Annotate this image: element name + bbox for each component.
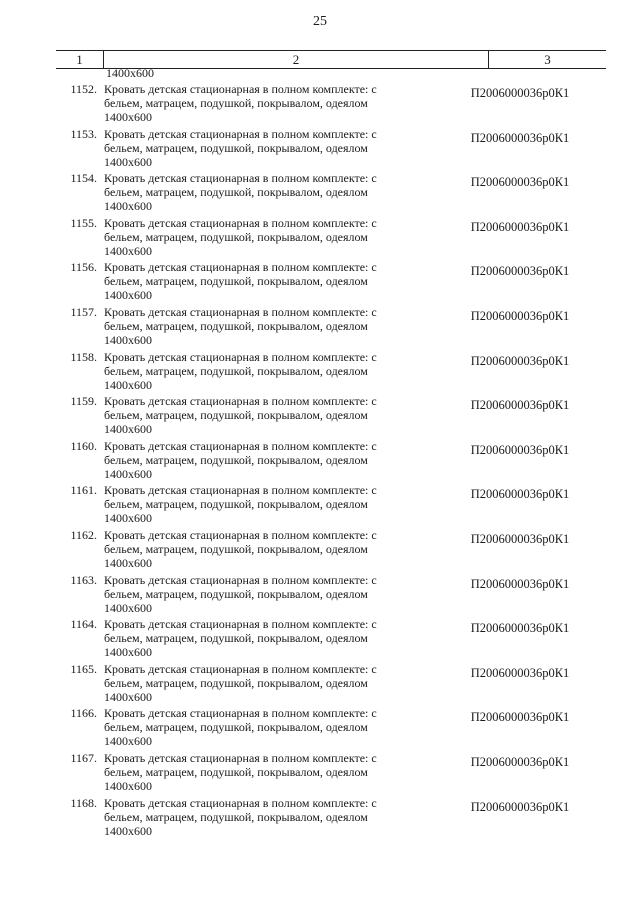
- description-line: Кровать детская стационарная в полном комплекте: с: [104, 750, 377, 765]
- row-number: 1157.: [70, 304, 97, 319]
- table-row: [0, 82, 640, 127]
- description-line: Кровать детская стационарная в полном комплекте: с: [104, 126, 377, 141]
- row-number: 1159.: [70, 394, 97, 409]
- description-line: Кровать детская стационарная в полном комплекте: с: [104, 171, 377, 186]
- row-description: [104, 216, 424, 258]
- description-line: Кровать детская стационарная в полном комплекте: с: [104, 82, 377, 96]
- row-number: 1164.: [70, 617, 97, 632]
- row-description: [104, 394, 424, 436]
- table-row: [0, 350, 640, 395]
- description-line: 1400х600: [104, 778, 152, 793]
- row-code: П2006000036р0К1: [470, 175, 570, 190]
- row-number: 1156.: [70, 260, 97, 275]
- row-description: [104, 706, 424, 748]
- description-line: бельем, матрацем, подушкой, покрывалом, одеялом: [104, 809, 368, 824]
- description-line: 1400х600: [104, 823, 152, 838]
- table-row: [0, 439, 640, 484]
- row-description: [104, 171, 424, 213]
- continued-row-size: 1400х600: [106, 66, 154, 80]
- row-description: [104, 439, 424, 481]
- description-line: 1400х600: [104, 377, 152, 392]
- description-line: 1400х600: [104, 154, 152, 169]
- row-code: П2006000036р0К1: [470, 754, 570, 769]
- row-description: [104, 127, 424, 169]
- table-row: [0, 662, 640, 707]
- description-line: бельем, матрацем, подушкой, покрывалом, одеялом: [104, 586, 368, 601]
- description-line: бельем, матрацем, подушкой, покрывалом, одеялом: [104, 631, 368, 646]
- description-line: бельем, матрацем, подушкой, покрывалом, одеялом: [104, 363, 368, 378]
- description-line: Кровать детская стационарная в полном комплекте: с: [104, 215, 377, 230]
- row-number: 1155.: [70, 215, 97, 230]
- row-number: 1168.: [70, 795, 97, 810]
- row-number: 1165.: [70, 661, 97, 676]
- row-number: 1167.: [70, 750, 97, 765]
- description-line: бельем, матрацем, подушкой, покрывалом, одеялом: [104, 318, 368, 333]
- table-row: [0, 305, 640, 350]
- header-col-2: 2: [104, 51, 489, 68]
- table-body: [0, 82, 640, 840]
- row-description: [104, 751, 424, 793]
- row-number: 1160.: [70, 438, 97, 453]
- description-line: Кровать детская стационарная в полном комплекте: с: [104, 304, 377, 319]
- row-number: 1162.: [70, 527, 97, 542]
- description-line: Кровать детская стационарная в полном комплекте: с: [104, 438, 377, 453]
- description-line: бельем, матрацем, подушкой, покрывалом, одеялом: [104, 229, 368, 244]
- row-code: П2006000036р0К1: [470, 442, 570, 457]
- description-line: Кровать детская стационарная в полном комплекте: с: [104, 349, 377, 364]
- description-line: 1400х600: [104, 199, 152, 214]
- row-number: 1153.: [70, 126, 97, 141]
- description-line: бельем, матрацем, подушкой, покрывалом, одеялом: [104, 720, 368, 735]
- description-line: Кровать детская стационарная в полном комплекте: с: [104, 617, 377, 632]
- description-line: Кровать детская стационарная в полном комплекте: с: [104, 706, 377, 721]
- table-row: [0, 796, 640, 841]
- row-description: [104, 796, 424, 838]
- header-col-3: 3: [544, 52, 551, 67]
- description-line: Кровать детская стационарная в полном комплекте: с: [104, 483, 377, 498]
- row-description: [104, 573, 424, 615]
- table-row: [0, 528, 640, 573]
- row-code: П2006000036р0К1: [470, 398, 570, 413]
- table-row: [0, 260, 640, 305]
- row-code: П2006000036р0К1: [470, 219, 570, 234]
- row-description: [104, 528, 424, 570]
- description-line: 1400х600: [104, 243, 152, 258]
- row-description: [104, 260, 424, 302]
- row-description: [104, 350, 424, 392]
- description-line: 1400х600: [104, 689, 152, 704]
- description-line: бельем, матрацем, подушкой, покрывалом, одеялом: [104, 274, 368, 289]
- description-line: Кровать детская стационарная в полном комплекте: с: [104, 572, 377, 587]
- row-code: П2006000036р0К1: [470, 130, 570, 145]
- row-description: [104, 617, 424, 659]
- description-line: бельем, матрацем, подушкой, покрывалом, одеялом: [104, 185, 368, 200]
- header-col-1: 1: [56, 51, 104, 68]
- table-row: [0, 127, 640, 172]
- description-line: бельем, матрацем, подушкой, покрывалом, одеялом: [104, 764, 368, 779]
- row-code: П2006000036р0К1: [470, 799, 570, 814]
- row-code: П2006000036р0К1: [470, 710, 570, 725]
- row-code: П2006000036р0К1: [470, 86, 570, 100]
- description-line: 1400х600: [104, 645, 152, 660]
- row-code: П2006000036р0К1: [470, 353, 570, 368]
- table-row: [0, 483, 640, 528]
- table-row: [0, 706, 640, 751]
- description-line: Кровать детская стационарная в полном комплекте: с: [104, 661, 377, 676]
- description-line: 1400х600: [104, 332, 152, 347]
- description-line: бельем, матрацем, подушкой, покрывалом, одеялом: [104, 675, 368, 690]
- table-row: [0, 751, 640, 796]
- table-row: [0, 617, 640, 662]
- description-line: 1400х600: [104, 110, 152, 124]
- row-code: П2006000036р0К1: [470, 531, 570, 546]
- row-description: [104, 305, 424, 347]
- row-number: 1163.: [70, 572, 97, 587]
- row-number: 1154.: [70, 171, 97, 186]
- row-number: 1166.: [70, 706, 97, 721]
- row-description: [104, 82, 424, 124]
- description-line: 1400х600: [104, 511, 152, 526]
- row-number: 1158.: [70, 349, 97, 364]
- row-number: 1161.: [70, 483, 97, 498]
- table-row: [0, 171, 640, 216]
- description-line: бельем, матрацем, подушкой, покрывалом, одеялом: [104, 497, 368, 512]
- description-line: 1400х600: [104, 422, 152, 437]
- description-line: 1400х600: [104, 466, 152, 481]
- row-code: П2006000036р0К1: [470, 576, 570, 591]
- description-line: бельем, матрацем, подушкой, покрывалом, одеялом: [104, 140, 368, 155]
- description-line: бельем, матрацем, подушкой, покрывалом, одеялом: [104, 452, 368, 467]
- description-line: Кровать детская стационарная в полном комплекте: с: [104, 795, 377, 810]
- row-code: П2006000036р0К1: [470, 308, 570, 323]
- description-line: Кровать детская стационарная в полном комплекте: с: [104, 527, 377, 542]
- table-row: [0, 573, 640, 618]
- description-line: 1400х600: [104, 600, 152, 615]
- description-line: 1400х600: [104, 734, 152, 749]
- row-code: П2006000036р0К1: [470, 665, 570, 680]
- description-line: бельем, матрацем, подушкой, покрывалом, одеялом: [104, 96, 368, 110]
- description-line: Кровать детская стационарная в полном комплекте: с: [104, 394, 377, 409]
- table-row: [0, 216, 640, 261]
- description-line: бельем, матрацем, подушкой, покрывалом, одеялом: [104, 541, 368, 556]
- row-description: [104, 483, 424, 525]
- row-code: П2006000036р0К1: [470, 487, 570, 502]
- row-code: П2006000036р0К1: [470, 264, 570, 279]
- table-row: [0, 394, 640, 439]
- page-number: 25: [313, 14, 327, 29]
- row-description: [104, 662, 424, 704]
- description-line: 1400х600: [104, 288, 152, 303]
- description-line: 1400х600: [104, 555, 152, 570]
- description-line: бельем, матрацем, подушкой, покрывалом, одеялом: [104, 408, 368, 423]
- description-line: Кровать детская стационарная в полном комплекте: с: [104, 260, 377, 275]
- row-number: 1152.: [70, 82, 97, 96]
- row-code: П2006000036р0К1: [470, 621, 570, 636]
